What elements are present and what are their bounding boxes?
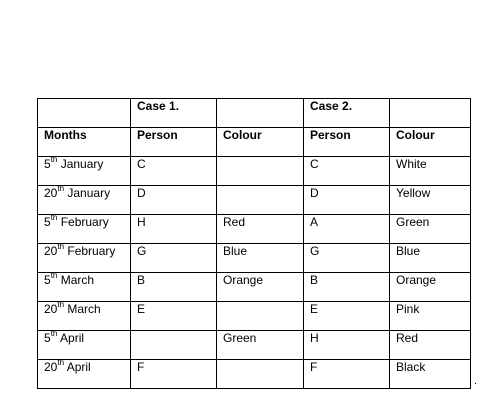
case-1-person-cell bbox=[131, 186, 217, 215]
case-2-person-cell-text: E bbox=[310, 302, 319, 316]
ordinal-suffix: th bbox=[50, 156, 58, 164]
month-name: January bbox=[67, 186, 111, 200]
month-cell bbox=[38, 215, 131, 244]
case-2-colour-cell-text: White bbox=[396, 157, 427, 171]
table-row bbox=[38, 360, 471, 389]
case-1-person-cell-text: E bbox=[137, 302, 146, 316]
case-1-person-cell-text: B bbox=[137, 273, 146, 287]
case-2-person-cell bbox=[304, 186, 390, 215]
case-1-person-cell bbox=[131, 244, 217, 273]
month-cell bbox=[38, 186, 131, 215]
case-1-person-cell-text: H bbox=[137, 215, 146, 229]
case-2-person-cell-text: C bbox=[310, 157, 319, 171]
month-name: February bbox=[67, 244, 116, 258]
case-2-person-cell-text: F bbox=[310, 360, 318, 374]
case-2-colour-cell bbox=[390, 302, 471, 331]
case-1-colour-cell bbox=[217, 157, 304, 186]
month-day: 5 bbox=[44, 331, 51, 345]
case-2-colour-cell-text: Pink bbox=[396, 302, 420, 316]
case-1-person-cell-text: F bbox=[137, 360, 145, 374]
case-2-person-cell bbox=[304, 215, 390, 244]
month-cell bbox=[38, 331, 131, 360]
case-2-person-cell bbox=[304, 244, 390, 273]
case-1-person-cell bbox=[131, 331, 217, 360]
case-2-person-cell-text: B bbox=[310, 273, 319, 287]
schedule-table bbox=[37, 98, 471, 389]
case-2-person-cell-text: H bbox=[310, 331, 319, 345]
case-header-empty-cell bbox=[38, 99, 131, 128]
ordinal-suffix: th bbox=[50, 330, 58, 338]
case-1-colour-cell-text: Green bbox=[223, 331, 257, 345]
month-day: 20 bbox=[44, 360, 58, 374]
table-row bbox=[38, 186, 471, 215]
case-1-colour-cell bbox=[217, 302, 304, 331]
month-day: 5 bbox=[44, 157, 51, 171]
case-1-person-cell-text: G bbox=[137, 244, 147, 258]
case-2-colour-cell-text: Blue bbox=[396, 244, 421, 258]
ordinal-suffix: th bbox=[50, 272, 58, 280]
case-1-person-cell bbox=[131, 157, 217, 186]
ordinal-suffix: th bbox=[57, 185, 65, 193]
corner-mark: ' bbox=[1, 0, 3, 6]
case-2-colour-cell bbox=[390, 215, 471, 244]
case-header-row bbox=[38, 99, 471, 128]
month-name: February bbox=[60, 215, 109, 229]
case-2-person-cell bbox=[304, 360, 390, 389]
case-2-person-cell bbox=[304, 302, 390, 331]
case-2-person-cell bbox=[304, 273, 390, 302]
month-day: 5 bbox=[44, 215, 51, 229]
case-header-empty-cell bbox=[217, 99, 304, 128]
case-header-empty-cell bbox=[390, 99, 471, 128]
case-2-colour-cell-text: Red bbox=[396, 331, 419, 345]
month-name: March bbox=[67, 302, 101, 316]
month-day: 20 bbox=[44, 186, 58, 200]
case-1-person-cell-text: D bbox=[137, 186, 146, 200]
table-row bbox=[38, 244, 471, 273]
case-2-colour-cell-text: Black bbox=[396, 360, 426, 374]
months-header: Months bbox=[38, 128, 131, 157]
table-row bbox=[38, 273, 471, 302]
month-name: March bbox=[60, 273, 95, 287]
case-1-colour-cell bbox=[217, 331, 304, 360]
month-day: 5 bbox=[44, 273, 51, 287]
month-cell bbox=[38, 302, 131, 331]
ordinal-suffix: th bbox=[57, 243, 65, 251]
case-1-colour-cell bbox=[217, 215, 304, 244]
month-cell bbox=[38, 244, 131, 273]
case-2-colour-cell bbox=[390, 360, 471, 389]
case-2-person-cell bbox=[304, 157, 390, 186]
ordinal-suffix: th bbox=[50, 214, 58, 222]
case-2-person-cell-text: D bbox=[310, 186, 319, 200]
case-1-colour-header: Colour bbox=[217, 128, 304, 157]
case-1-colour-cell bbox=[217, 360, 304, 389]
trailing-mark: . bbox=[474, 375, 478, 387]
case-2-person-cell-text: A bbox=[310, 215, 319, 229]
case-2-colour-cell-text: Orange bbox=[396, 273, 437, 287]
case-2-person-cell bbox=[304, 331, 390, 360]
month-day: 20 bbox=[44, 302, 58, 316]
case-2-colour-cell bbox=[390, 157, 471, 186]
month-day: 20 bbox=[44, 244, 58, 258]
case-1-person-cell-text: C bbox=[137, 157, 146, 171]
case-1-colour-cell bbox=[217, 244, 304, 273]
case-2-colour-cell-text: Yellow bbox=[396, 186, 431, 200]
case-1-person-cell bbox=[131, 360, 217, 389]
case-2-colour-cell bbox=[390, 244, 471, 273]
table-row bbox=[38, 215, 471, 244]
column-header-row bbox=[38, 128, 471, 157]
case-2-label: Case 2. bbox=[304, 99, 390, 128]
table-row bbox=[38, 331, 471, 360]
case-2-person-header: Person bbox=[304, 128, 390, 157]
ordinal-suffix: th bbox=[57, 301, 65, 309]
case-1-colour-cell-text: Blue bbox=[223, 244, 248, 258]
case-1-label: Case 1. bbox=[131, 99, 217, 128]
case-1-colour-cell bbox=[217, 273, 304, 302]
case-2-colour-cell bbox=[390, 273, 471, 302]
case-1-colour-cell-text: Red bbox=[223, 215, 246, 229]
table-row bbox=[38, 302, 471, 331]
case-1-person-cell bbox=[131, 215, 217, 244]
case-1-colour-cell-text: Orange bbox=[223, 273, 264, 287]
month-name: April bbox=[60, 331, 85, 345]
case-1-person-header: Person bbox=[131, 128, 217, 157]
ordinal-suffix: th bbox=[57, 359, 65, 367]
case-2-colour-cell bbox=[390, 331, 471, 360]
case-2-colour-header: Colour bbox=[390, 128, 471, 157]
month-name: April bbox=[66, 360, 91, 374]
case-1-person-cell bbox=[131, 273, 217, 302]
month-cell bbox=[38, 273, 131, 302]
case-2-colour-cell bbox=[390, 186, 471, 215]
case-2-colour-cell-text: Green bbox=[396, 215, 430, 229]
case-2-person-cell-text: G bbox=[310, 244, 320, 258]
month-cell bbox=[38, 157, 131, 186]
month-name: January bbox=[60, 157, 104, 171]
case-1-colour-cell bbox=[217, 186, 304, 215]
case-1-person-cell bbox=[131, 302, 217, 331]
month-cell bbox=[38, 360, 131, 389]
table-row bbox=[38, 157, 471, 186]
